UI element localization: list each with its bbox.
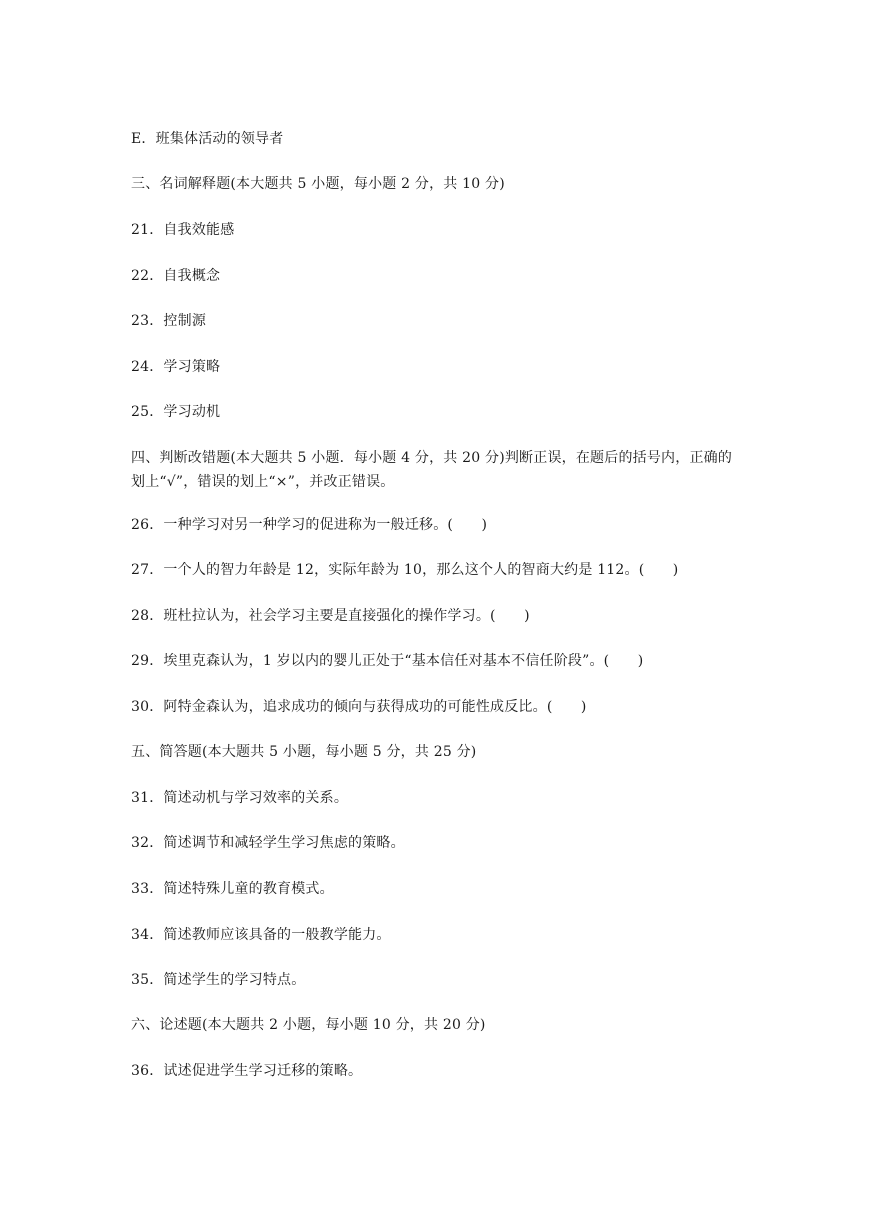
question-22: 22．自我概念 bbox=[131, 268, 221, 284]
question-30: 30．阿特金森认为，追求成功的倾向与获得成功的可能性成反比。( ) bbox=[131, 699, 587, 715]
question-27: 27．一个人的智力年龄是 12，实际年龄为 10，那么这个人的智商大约是 112。( ) bbox=[131, 562, 679, 578]
question-26: 26．一种学习对另一种学习的促进称为一般迁移。( ) bbox=[131, 517, 488, 533]
question-33: 33．简述特殊儿童的教育模式。 bbox=[131, 881, 334, 897]
question-32: 32．简述调节和减轻学生学习焦虑的策略。 bbox=[131, 835, 405, 851]
question-23: 23．控制源 bbox=[131, 313, 207, 329]
question-21: 21．自我效能感 bbox=[131, 222, 235, 238]
section-3-heading: 三、名词解释题(本大题共 5 小题，每小题 2 分，共 10 分) bbox=[131, 176, 505, 192]
previous-question-option: E．班集体活动的领导者 bbox=[131, 131, 284, 147]
question-24: 24．学习策略 bbox=[131, 359, 221, 375]
question-31: 31．简述动机与学习效率的关系。 bbox=[131, 790, 349, 806]
question-28: 28．班杜拉认为，社会学习主要是直接强化的操作学习。( ) bbox=[131, 608, 530, 624]
question-29: 29．埃里克森认为，1 岁以内的婴儿正处于“基本信任对基本不信任阶段”。( ) bbox=[131, 653, 644, 669]
question-36: 36．试述促进学生学习迁移的策略。 bbox=[131, 1063, 363, 1079]
section-5-heading: 五、简答题(本大题共 5 小题，每小题 5 分，共 25 分) bbox=[131, 744, 477, 760]
section-6-heading: 六、论述题(本大题共 2 小题，每小题 10 分，共 20 分) bbox=[131, 1017, 486, 1033]
question-35: 35．简述学生的学习特点。 bbox=[131, 972, 306, 988]
question-25: 25．学习动机 bbox=[131, 404, 221, 420]
section-4-heading: 四、判断改错题(本大题共 5 小题．每小题 4 分，共 20 分)判断正误，在题后的括号内，正确的划上“√”，错误的划上“×”，并改正错误。 bbox=[131, 450, 733, 490]
question-34: 34．简述教师应该具备的一般教学能力。 bbox=[131, 927, 391, 943]
